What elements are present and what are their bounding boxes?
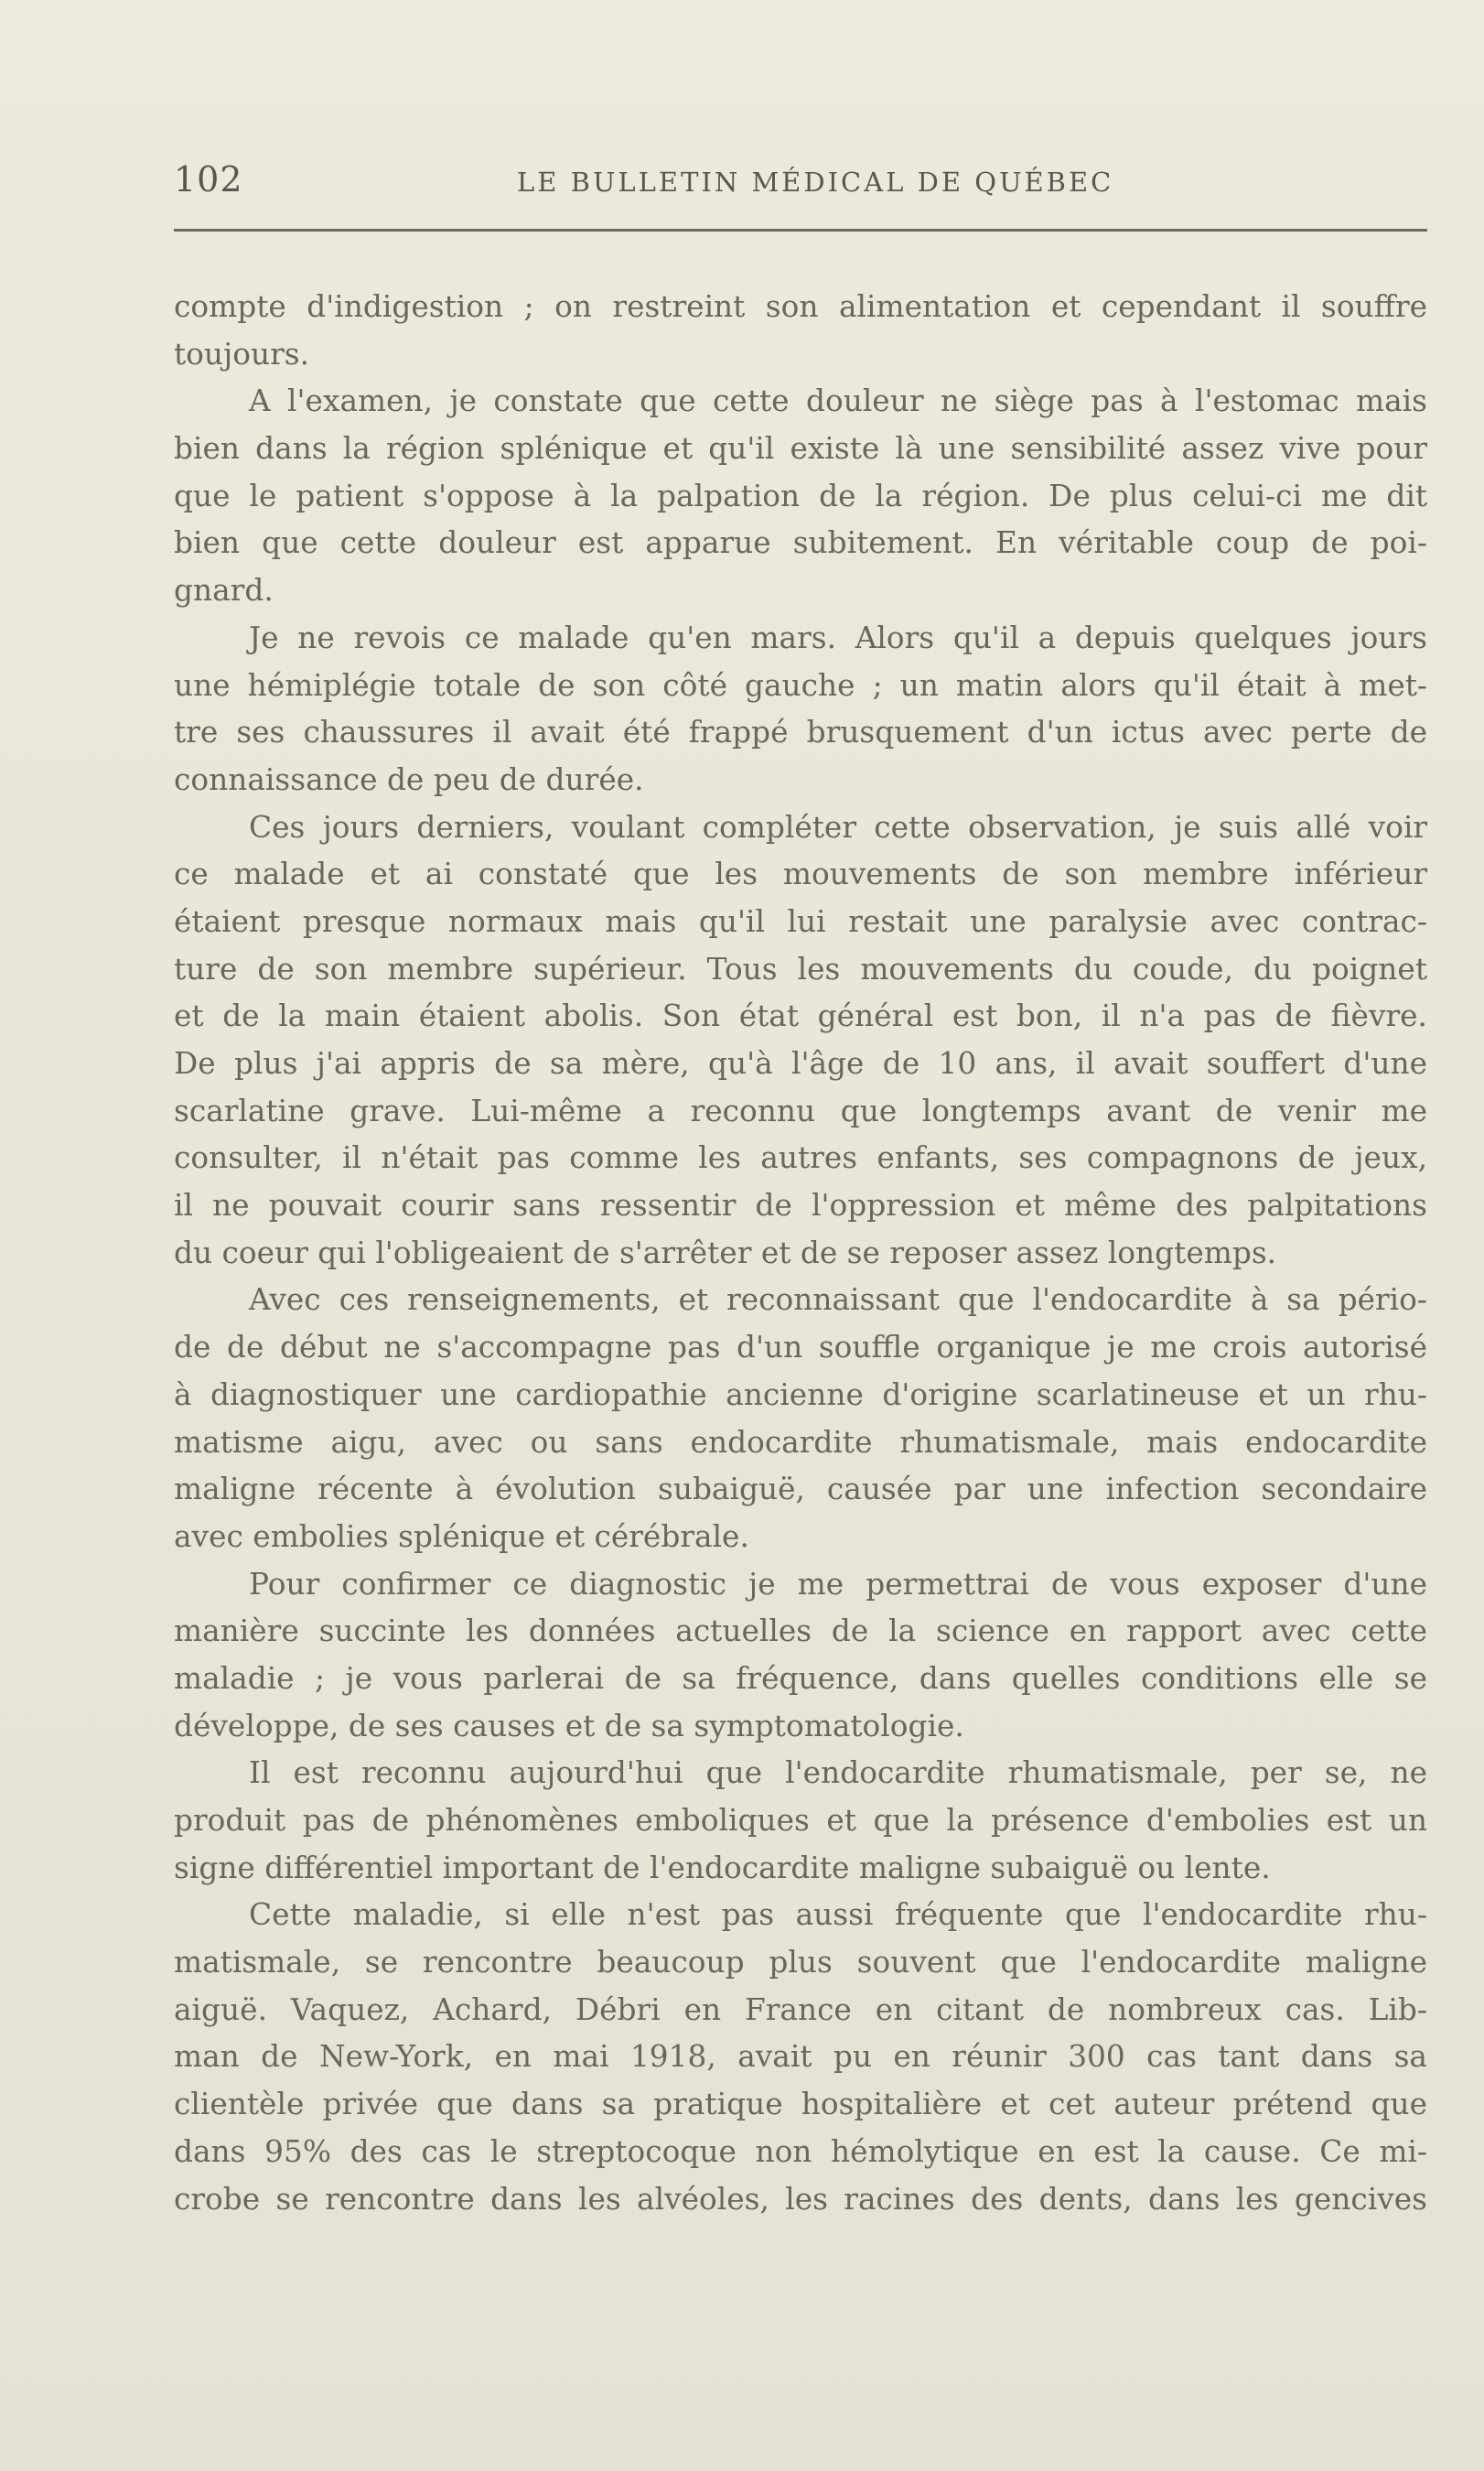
text-line: Pour confirmer ce diagnostic je me permettrai de vous exposer d'une xyxy=(249,1566,1427,1602)
text-line: de de début ne s'accompagne pas d'un souffle organique je me crois autorisé xyxy=(174,1330,1427,1365)
text-line: et de la main étaient abolis. Son état général est bon, il n'a pas de fièvre. xyxy=(174,998,1427,1034)
text-line: il ne pouvait courir sans ressentir de l'oppression et même des palpitations xyxy=(174,1188,1427,1224)
text-line: avec embolies splénique et cérébrale. xyxy=(174,1518,749,1554)
text-line: crobe se rencontre dans les alvéoles, les racines des dents, dans les gencives xyxy=(174,2181,1427,2217)
text-line: manière succinte les données actuelles de la science en rapport avec cette xyxy=(174,1613,1427,1649)
page-header xyxy=(174,156,1427,210)
text-line: produit pas de phénomènes emboliques et que la présence d'embolies est un xyxy=(174,1803,1427,1838)
text-line: matisme aigu, avec ou sans endocardite rhumatismale, mais endocardite xyxy=(174,1424,1427,1460)
text-line: consulter, il n'était pas comme les autres enfants, ses compagnons de jeux, xyxy=(174,1140,1427,1176)
text-line: compte d'indigestion ; on restreint son alimentation et cependant il souffre xyxy=(174,289,1427,324)
text-line: à diagnostiquer une cardiopathie ancienne d'origine scarlatineuse et un rhu- xyxy=(174,1376,1427,1412)
text-line: bien que cette douleur est apparue subitement. En véritable coup de poi- xyxy=(174,525,1427,561)
text-line: du coeur qui l'obligeaient de s'arrêter et de se reposer assez longtemps. xyxy=(174,1235,1277,1270)
text-line: étaient presque normaux mais qu'il lui restait une paralysie avec contrac- xyxy=(174,903,1427,939)
text-line: Avec ces renseignements, et reconnaissant que l'endocardite à sa pério- xyxy=(249,1282,1427,1318)
text-line: scarlatine grave. Lui-même a reconnu que longtemps avant de venir me xyxy=(174,1093,1427,1128)
page-number: 102 xyxy=(174,159,243,200)
header-rule xyxy=(174,229,1427,232)
text-line: toujours. xyxy=(174,336,310,372)
text-line: gnard. xyxy=(174,573,274,609)
running-title: LE BULLETIN MÉDICAL DE QUÉBEC xyxy=(517,167,1114,198)
text-line: développe, de ses causes et de sa symptomatologie. xyxy=(174,1708,964,1743)
text-line: connaissance de peu de durée. xyxy=(174,761,644,797)
text-line: clientèle privée que dans sa pratique hospitalière et cet auteur prétend que xyxy=(174,2087,1427,2122)
text-line: Je ne revois ce malade qu'en mars. Alors qu'il a depuis quelques jours xyxy=(249,620,1427,655)
text-line: Il est reconnu aujourd'hui que l'endocardite rhumatismale, per se, ne xyxy=(249,1755,1427,1791)
text-line: De plus j'ai appris de sa mère, qu'à l'âge de 10 ans, il avait souffert d'une xyxy=(174,1046,1427,1081)
text-line: maladie ; je vous parlerai de sa fréquence, dans quelles conditions elle se xyxy=(174,1660,1427,1696)
text-line: que le patient s'oppose à la palpation de la région. De plus celui-ci me dit xyxy=(174,478,1427,513)
text-line: ture de son membre supérieur. Tous les mouvements du coude, du poignet xyxy=(174,951,1427,987)
text-line: Ces jours derniers, voulant compléter cette observation, je suis allé voir xyxy=(249,809,1427,845)
text-line: tre ses chaussures il avait été frappé brusquement d'un ictus avec perte de xyxy=(174,715,1427,750)
text-line: A l'examen, je constate que cette douleur ne siège pas à l'estomac mais xyxy=(249,383,1427,419)
text-line: maligne récente à évolution subaiguë, causée par une infection secondaire xyxy=(174,1472,1427,1507)
text-line: man de New-York, en mai 1918, avait pu en réunir 300 cas tant dans sa xyxy=(174,2039,1427,2075)
text-line: dans 95% des cas le streptocoque non hémolytique en est la cause. Ce mi- xyxy=(174,2133,1427,2169)
text-line: matismale, se rencontre beaucoup plus souvent que l'endocardite maligne xyxy=(174,1945,1427,1980)
text-line: signe différentiel important de l'endocardite maligne subaiguë ou lente. xyxy=(174,1850,1271,1885)
body-text xyxy=(174,284,1427,2223)
text-line: aiguë. Vaquez, Achard, Débri en France en citant de nombreux cas. Lib- xyxy=(174,1991,1427,2027)
text-line: bien dans la région splénique et qu'il existe là une sensibilité assez vive pour xyxy=(174,431,1427,467)
text-line: Cette maladie, si elle n'est pas aussi fréquente que l'endocardite rhu- xyxy=(249,1897,1427,1933)
text-line: une hémiplégie totale de son côté gauche ; un matin alors qu'il était à met- xyxy=(174,667,1427,703)
text-line: ce malade et ai constaté que les mouvements de son membre inférieur xyxy=(174,857,1427,892)
